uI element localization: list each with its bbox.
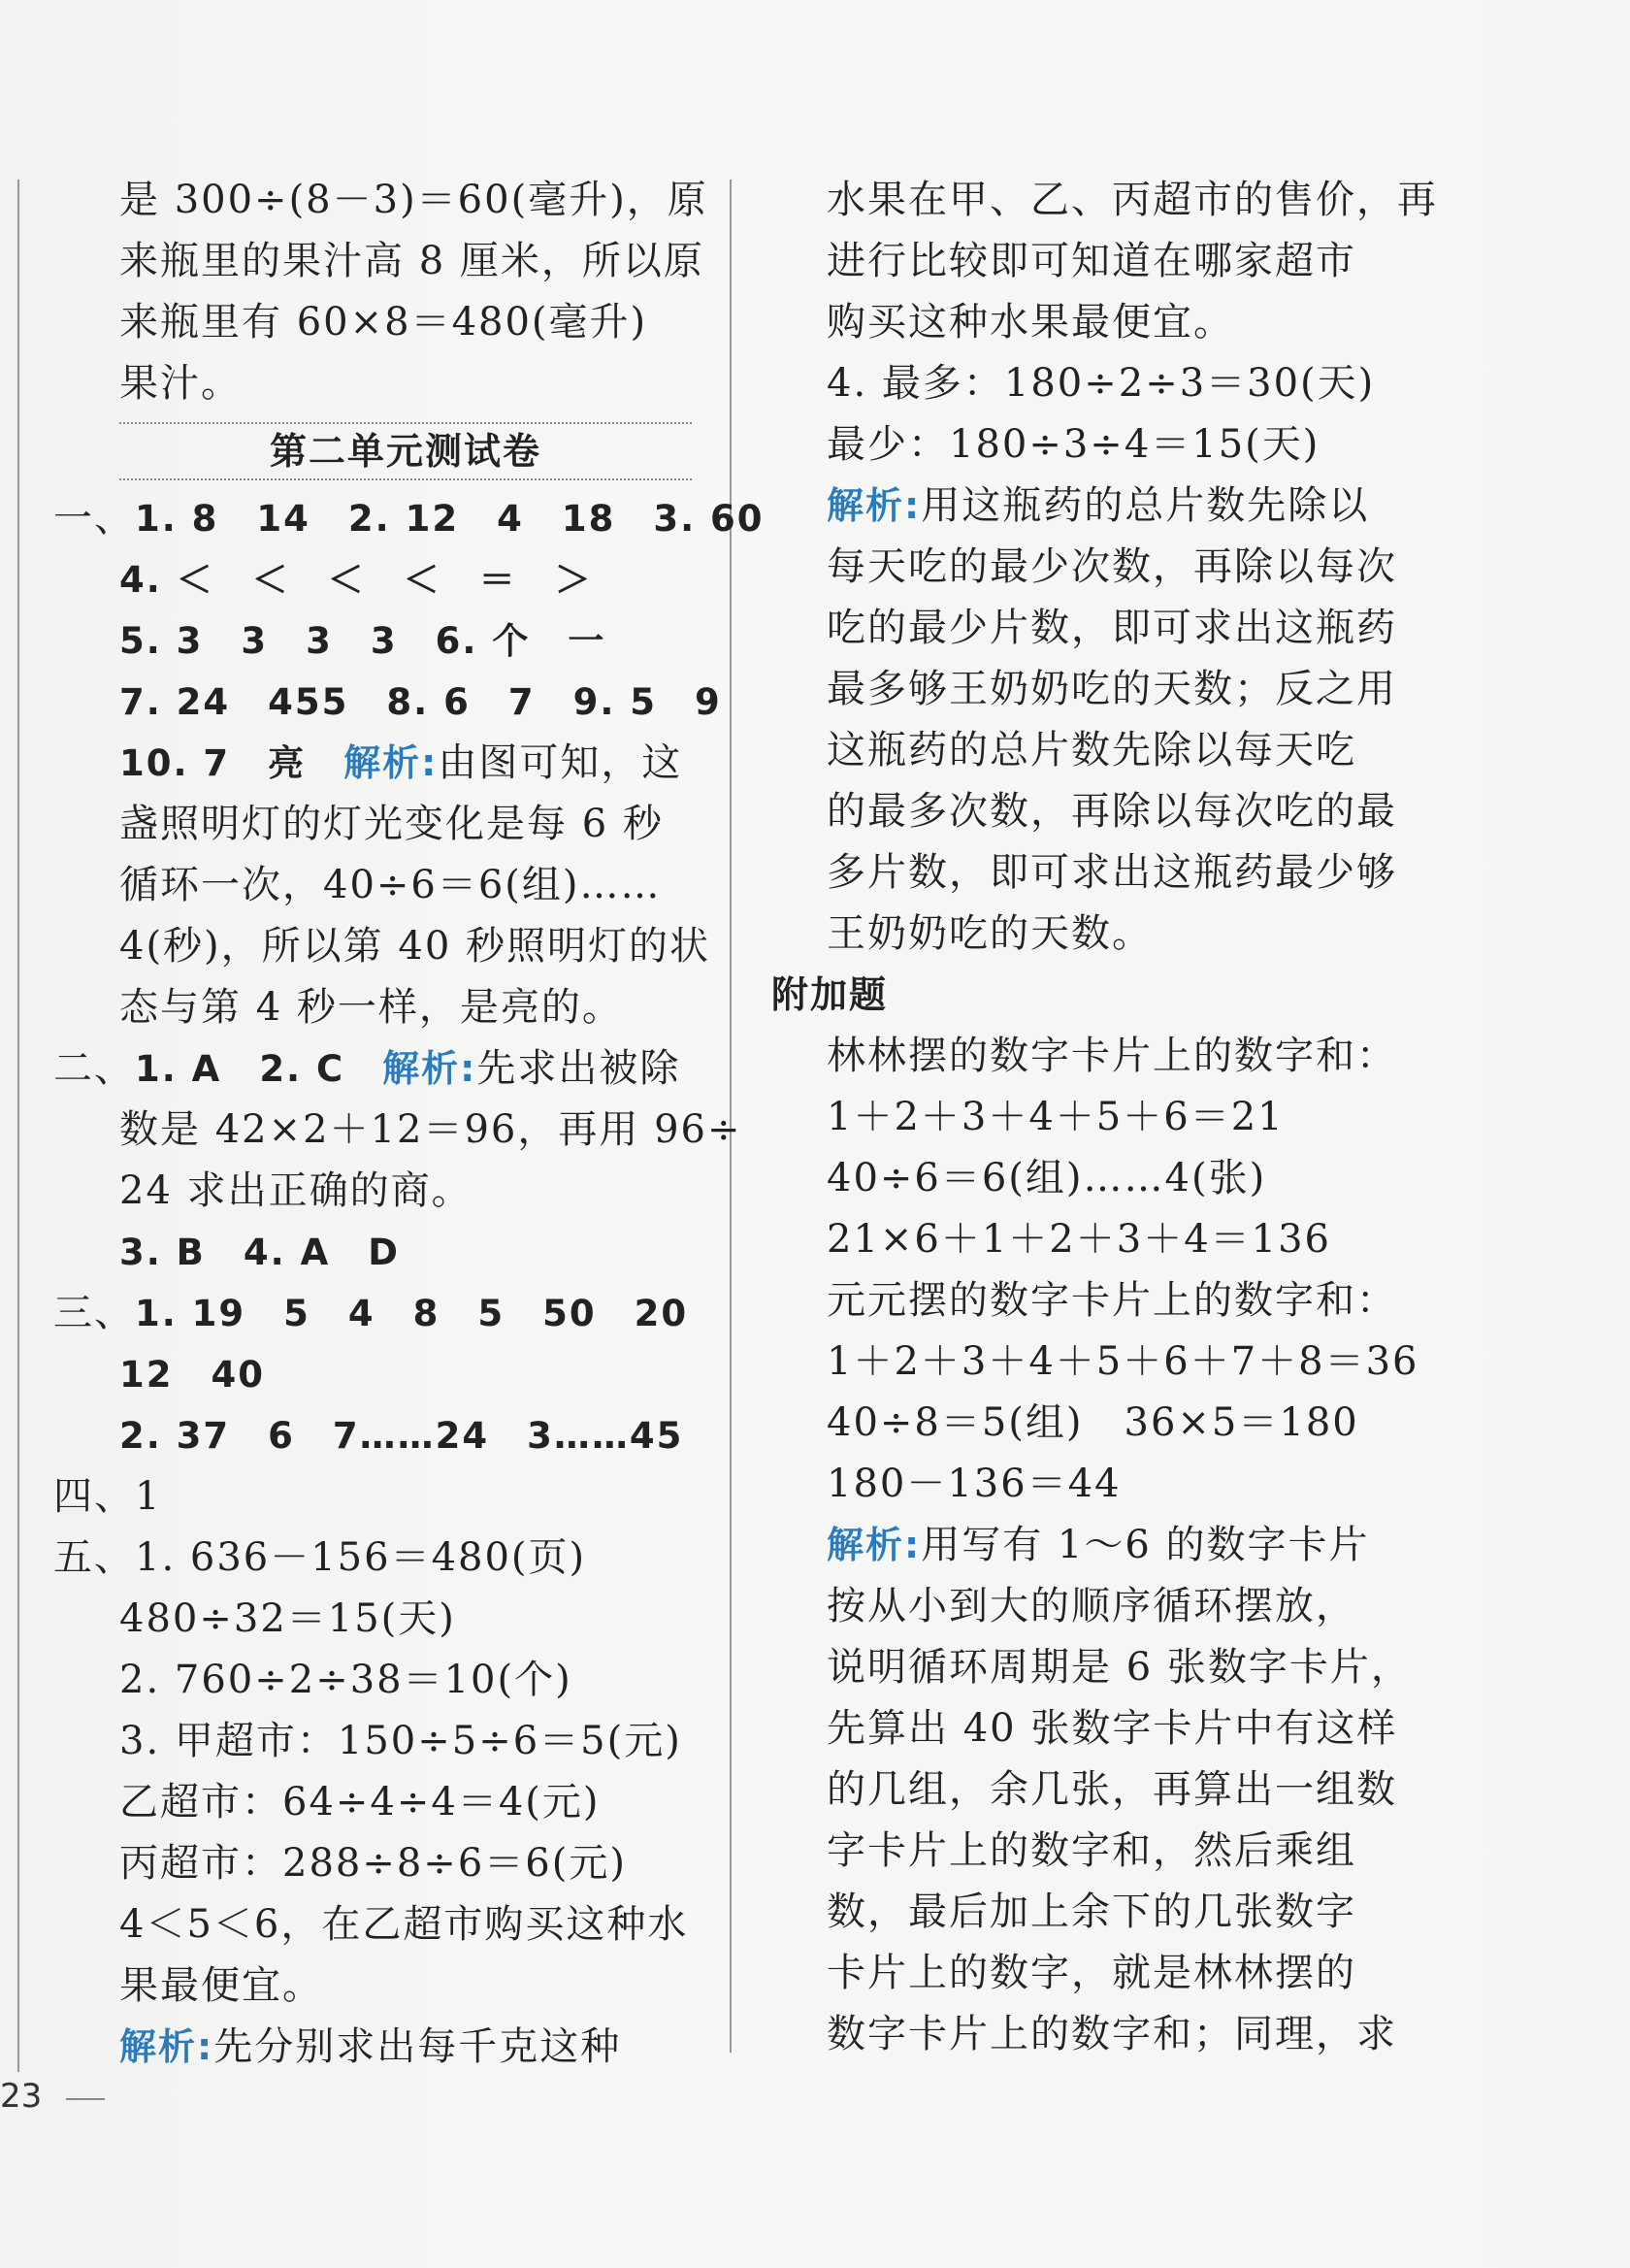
text-line: 字卡片上的数字和，然后乘组 bbox=[827, 1828, 1356, 1873]
answer-line bbox=[53, 1528, 723, 1589]
text-line: 的几组，余几张，再算出一组数 bbox=[827, 1767, 1397, 1812]
answer-text: 9. 5 9 bbox=[572, 681, 722, 723]
analysis-text: 先分别求出每千克这种 bbox=[213, 2024, 622, 2069]
text-line: 循环一次，40÷6＝6(组)…… bbox=[119, 863, 662, 907]
text-line: 最多够王奶奶吃的天数；反之用 bbox=[827, 667, 1397, 711]
answer-line bbox=[53, 1283, 723, 1344]
text-line: 40÷6＝6(组)……4(张) bbox=[827, 1156, 1267, 1200]
right-column bbox=[771, 170, 1438, 2065]
text-line: 180－136＝44 bbox=[827, 1462, 1122, 1506]
answer-line bbox=[771, 476, 1412, 537]
text-line: 水果在甲、乙、丙超市的售价，再 bbox=[827, 178, 1438, 222]
analysis-text: 先求出被除 bbox=[476, 1046, 681, 1091]
answer-text: 7. 24 455 bbox=[119, 681, 387, 723]
page-number: 23 bbox=[0, 2077, 43, 2116]
page-number-rule bbox=[66, 2098, 105, 2100]
text-line: 购买这种水果最便宜。 bbox=[827, 300, 1234, 345]
text-line: 多片数，即可求出这瓶药最少够 bbox=[827, 850, 1397, 895]
text-line: 40÷8＝5(组) 36×5＝180 bbox=[827, 1400, 1359, 1445]
text-line: 林林摆的数字卡片上的数字和： bbox=[827, 1034, 1397, 1078]
text-line: 3. 甲超市：150÷5÷6＝5(元) bbox=[119, 1719, 682, 1763]
question-number: 一、 bbox=[53, 496, 135, 541]
answer-line: 12 40 bbox=[119, 1354, 265, 1396]
text-line: 丙超市：288÷8÷6＝6(元) bbox=[119, 1841, 627, 1886]
answer-line: 四、1 bbox=[53, 1474, 162, 1519]
text-line: 元元摆的数字卡片上的数字和： bbox=[827, 1278, 1397, 1323]
answer-line bbox=[53, 672, 723, 733]
answer-text: 5. 3 3 3 3 bbox=[119, 620, 436, 662]
text-line: 来瓶里的果汁高 8 厘米，所以原 bbox=[119, 239, 704, 283]
answer-line: 2. 37 6 7……24 3……45 bbox=[119, 1415, 684, 1457]
text-line: 4(秒)，所以第 40 秒照明灯的状 bbox=[119, 924, 710, 969]
text-line: 乙超市：64÷4÷4＝4(元) bbox=[119, 1780, 601, 1824]
text-line: 王奶奶吃的天数。 bbox=[827, 911, 1153, 956]
question-number: 二、 bbox=[53, 1046, 135, 1091]
text-line: 2. 760÷2÷38＝10(个) bbox=[119, 1658, 572, 1702]
text-line: 来瓶里有 60×8＝480(毫升) bbox=[119, 300, 648, 345]
text-line: 4. 最多：180÷2÷3＝30(天) bbox=[827, 361, 1376, 406]
text-line: 这瓶药的总片数先除以每天吃 bbox=[827, 728, 1356, 772]
analysis-label: 解析: bbox=[343, 741, 439, 784]
answer-line bbox=[53, 610, 723, 672]
text-line: 每天吃的最少次数，再除以每次 bbox=[827, 544, 1397, 589]
text-line: 的最多次数，再除以每次吃的最 bbox=[827, 789, 1397, 834]
answer-line bbox=[53, 2017, 723, 2078]
text-line: 21×6＋1＋2＋3＋4＝136 bbox=[827, 1217, 1332, 1262]
answer-line bbox=[771, 1515, 1412, 1576]
section-title: 第二单元测试卷 bbox=[119, 422, 692, 480]
answer-line bbox=[53, 733, 723, 794]
answer-text: 8. 6 7 bbox=[386, 681, 573, 723]
text-line: 4＜5＜6，在乙超市购买这种水 bbox=[119, 1902, 689, 1947]
text-line: 数，最后加上余下的几张数字 bbox=[827, 1890, 1356, 1934]
text-line: 果汁。 bbox=[119, 361, 242, 406]
answer-text: 1. 8 14 bbox=[135, 498, 348, 540]
text-line: 480÷32＝15(天) bbox=[119, 1596, 456, 1641]
answer-line bbox=[53, 1038, 723, 1100]
text-line: 盏照明灯的灯光变化是每 6 秒 bbox=[119, 802, 664, 846]
analysis-label: 解析: bbox=[827, 484, 922, 527]
question-number: 三、 bbox=[53, 1291, 135, 1335]
text-line: 进行比较即可知道在哪家超市 bbox=[827, 239, 1356, 283]
answer-text: 3. 60 bbox=[653, 498, 765, 540]
analysis-label: 解析: bbox=[382, 1047, 477, 1090]
answer-line: 4. ＜ ＜ ＜ ＜ ＝ ＞ bbox=[119, 559, 593, 601]
question-number: 五、 bbox=[53, 1535, 135, 1580]
text-line: 数字卡片上的数字和；同理，求 bbox=[827, 2012, 1397, 2056]
analysis-label: 解析: bbox=[119, 2025, 214, 2068]
answer-text: 2. 12 4 18 bbox=[347, 498, 654, 540]
text-line: 先算出 40 张数字卡片中有这样 bbox=[827, 1706, 1398, 1751]
text-line: 1＋2＋3＋4＋5＋6＝21 bbox=[827, 1095, 1285, 1139]
answer-text: 6. 个 一 bbox=[435, 620, 606, 662]
left-margin-rule bbox=[17, 180, 19, 2072]
answer-text: 10. 7 亮 bbox=[119, 742, 344, 784]
analysis-text: 用这瓶药的总片数先除以 bbox=[921, 483, 1370, 528]
text-line: 态与第 4 秒一样，是亮的。 bbox=[119, 985, 623, 1030]
text-line: 数是 42×2＋12＝96，再用 96÷ bbox=[119, 1107, 742, 1152]
extra-question-heading: 附加题 bbox=[771, 973, 889, 1016]
answer-line: 3. B 4. A D bbox=[119, 1232, 400, 1273]
answer-text: 1. 19 5 4 8 5 50 20 bbox=[135, 1293, 689, 1334]
analysis-text: 用写有 1～6 的数字卡片 bbox=[921, 1523, 1370, 1567]
text-line: 最少：180÷3÷4＝15(天) bbox=[827, 422, 1320, 467]
text-line: 按从小到大的顺序循环摆放， bbox=[827, 1584, 1356, 1628]
text-line: 是 300÷(8－3)＝60(毫升)，原 bbox=[119, 178, 708, 222]
text-line: 卡片上的数字，就是林林摆的 bbox=[827, 1951, 1356, 1995]
text-line: 吃的最少片数，即可求出这瓶药 bbox=[827, 606, 1397, 650]
text-line: 果最便宜。 bbox=[119, 1963, 323, 2008]
text-line: 说明循环周期是 6 张数字卡片， bbox=[827, 1645, 1412, 1690]
analysis-label: 解析: bbox=[827, 1524, 922, 1566]
answer-line bbox=[53, 488, 765, 549]
text-line: 1＋2＋3＋4＋5＋6＋7＋8＝36 bbox=[827, 1339, 1419, 1384]
text-line: 24 求出正确的商。 bbox=[119, 1168, 473, 1213]
left-column bbox=[53, 170, 765, 2078]
analysis-text: 由图可知，这 bbox=[438, 740, 683, 785]
answer-text: 1. 636－156＝480(页) bbox=[135, 1535, 587, 1580]
answer-text: 1. A 2. C bbox=[135, 1048, 383, 1090]
